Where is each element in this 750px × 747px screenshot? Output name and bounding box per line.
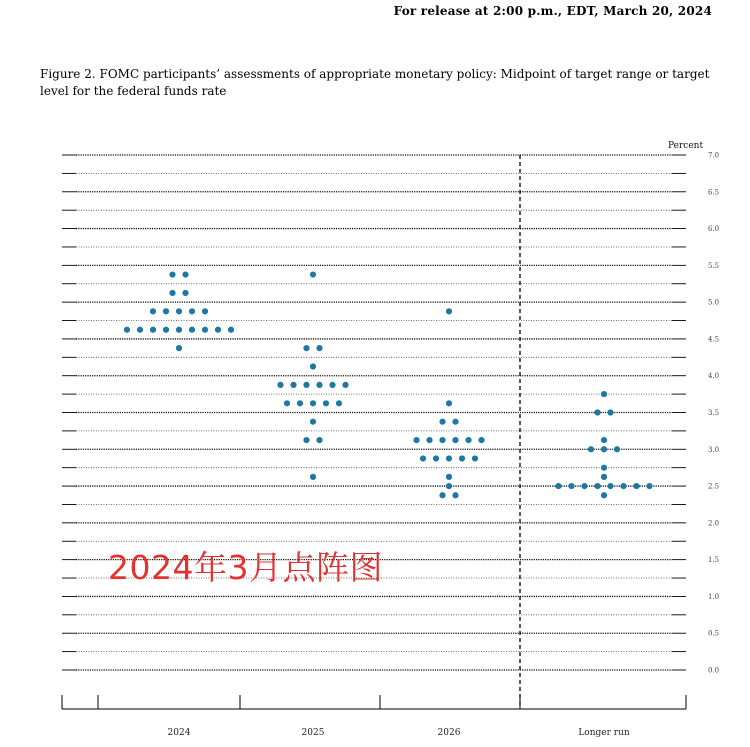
participant-dot [601, 391, 607, 397]
participant-dot [581, 483, 587, 489]
participant-dot [446, 483, 452, 489]
participant-dot [607, 409, 613, 415]
participant-dot [446, 474, 452, 480]
participant-dot [607, 483, 613, 489]
participant-dot [601, 437, 607, 443]
participant-dot [452, 437, 458, 443]
y-tick-label: 4.0 [708, 372, 720, 381]
participant-dot [452, 492, 458, 498]
participant-dot [446, 455, 452, 461]
x-category-label: 2025 [301, 728, 325, 738]
participant-dot [182, 290, 188, 296]
participant-dot [446, 400, 452, 406]
participant-dot [620, 483, 626, 489]
participant-dot [303, 437, 309, 443]
y-tick-label: 3.5 [708, 409, 720, 417]
participant-dot [316, 345, 322, 351]
participant-dot [202, 327, 208, 333]
participant-dot [163, 308, 169, 314]
participant-dot [633, 483, 639, 489]
participant-dot [336, 400, 342, 406]
participant-dot [277, 382, 283, 388]
y-tick-label: 1.0 [708, 592, 720, 601]
y-tick-label: 2.5 [708, 482, 720, 491]
y-tick-label: 7.0 [708, 151, 720, 160]
participant-dot [594, 409, 600, 415]
y-axis-unit-label: Percent [668, 141, 704, 151]
participant-dot [329, 382, 335, 388]
participant-dot [310, 271, 316, 277]
y-axis-ticks [708, 152, 719, 675]
participant-dot [228, 327, 234, 333]
grid-lines [62, 155, 686, 670]
y-tick-label: 5.0 [708, 298, 720, 307]
participant-dot [459, 455, 465, 461]
participant-dot [169, 271, 175, 277]
participant-dot [189, 308, 195, 314]
participant-dot [215, 327, 221, 333]
participant-dot [163, 327, 169, 333]
y-tick-label: 2.0 [708, 519, 720, 528]
y-tick-label: 0.5 [708, 629, 720, 638]
participant-dot [439, 492, 445, 498]
participant-dot [420, 455, 426, 461]
participant-dot [413, 437, 419, 443]
participant-dot [176, 308, 182, 314]
participant-dot [472, 455, 478, 461]
participant-dot [202, 308, 208, 314]
participant-dot [303, 382, 309, 388]
participant-dot [465, 437, 471, 443]
participant-dot [310, 363, 316, 369]
participant-dot [426, 437, 432, 443]
participant-dot [452, 419, 458, 425]
participant-dot [176, 327, 182, 333]
participant-dot [614, 446, 620, 452]
y-tick-label: 0.0 [708, 666, 720, 675]
participant-dot [478, 437, 484, 443]
participant-dot [439, 419, 445, 425]
participant-dot [297, 400, 303, 406]
release-date: For release at 2:00 p.m., EDT, March 20, 2024 [393, 4, 712, 18]
participant-dot [310, 474, 316, 480]
y-tick-label: 1.5 [708, 556, 720, 565]
participant-dot [588, 446, 594, 452]
participant-dot [290, 382, 296, 388]
x-category-label: 2026 [437, 728, 461, 738]
y-tick-label: 5.5 [708, 261, 720, 270]
y-tick-label: 4.5 [708, 335, 720, 344]
participant-dot [310, 400, 316, 406]
x-category-label: Longer run [578, 728, 630, 738]
y-tick-label: 6.5 [708, 188, 720, 197]
participant-dot [137, 327, 143, 333]
participant-dot [601, 465, 607, 471]
participant-dot [182, 271, 188, 277]
participant-dot [594, 483, 600, 489]
participant-dot [303, 345, 309, 351]
participant-dot [568, 483, 574, 489]
participant-dot [601, 492, 607, 498]
watermark-text: 2024年3月点阵图 [108, 548, 383, 587]
participant-dot [323, 400, 329, 406]
dot-series [124, 271, 653, 498]
participant-dot [342, 382, 348, 388]
participant-dot [150, 327, 156, 333]
participant-dot [601, 446, 607, 452]
participant-dot [646, 483, 652, 489]
y-tick-label: 6.0 [708, 225, 720, 234]
participant-dot [124, 327, 130, 333]
participant-dot [601, 474, 607, 480]
participant-dot [284, 400, 290, 406]
participant-dot [189, 327, 195, 333]
participant-dot [176, 345, 182, 351]
participant-dot [446, 308, 452, 314]
x-axis [62, 695, 686, 738]
participant-dot [310, 419, 316, 425]
participant-dot [316, 382, 322, 388]
figure-title: Figure 2. FOMC participants’ assessments of appropriate monetary policy: Midpoint of target range or target level for the federal funds rate [40, 67, 710, 98]
participant-dot [555, 483, 561, 489]
participant-dot [150, 308, 156, 314]
x-category-label: 2024 [167, 728, 191, 738]
y-tick-label: 3.0 [708, 445, 720, 454]
participant-dot [169, 290, 175, 296]
participant-dot [316, 437, 322, 443]
participant-dot [439, 437, 445, 443]
participant-dot [433, 455, 439, 461]
